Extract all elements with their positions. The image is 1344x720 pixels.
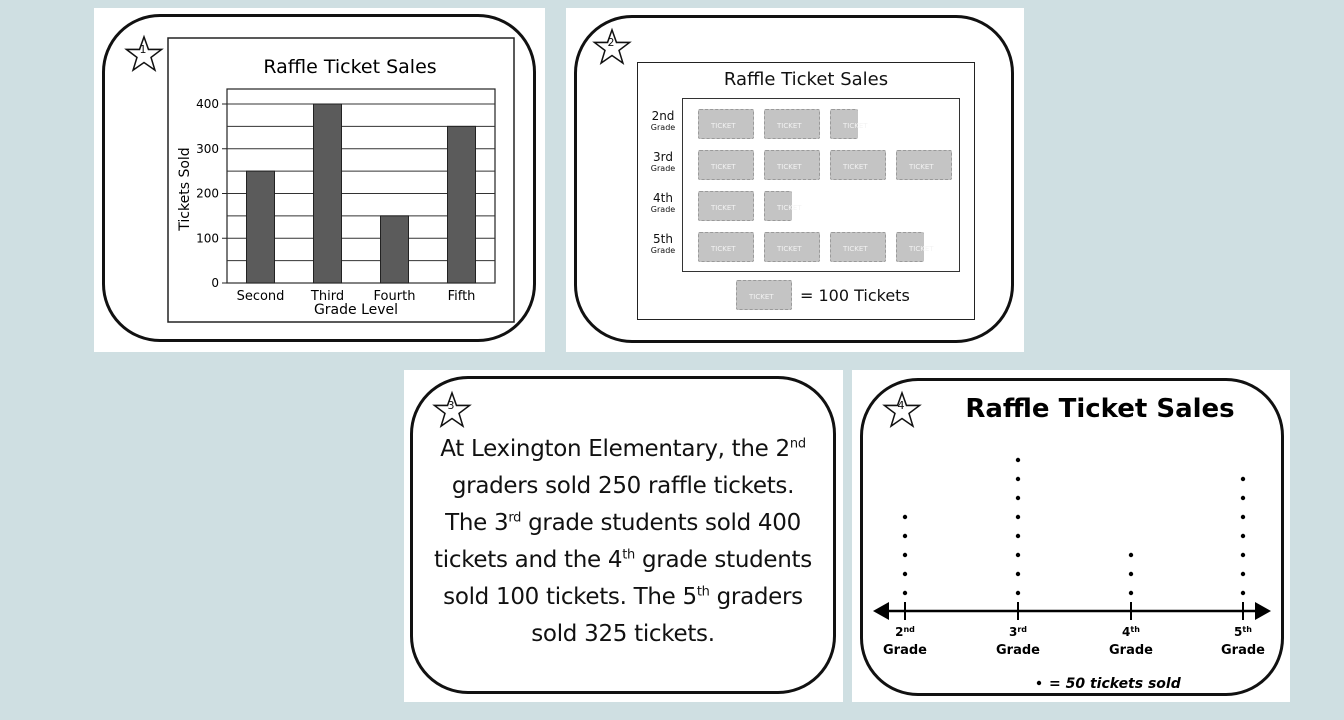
ticket-icon: TICKET (698, 191, 754, 221)
star-badge-icon (593, 28, 633, 68)
left-arrow-icon (873, 602, 889, 620)
badge-number: 3 (447, 399, 455, 412)
panel-pictograph (566, 8, 1024, 352)
key-label: = 100 Tickets (800, 286, 910, 305)
row-label (646, 193, 680, 215)
dot (1241, 553, 1245, 557)
story-line: tickets and the 4th grade students (434, 547, 812, 573)
ticket-icon: TICKET (698, 232, 754, 262)
ticket-icon: TICKET (698, 150, 754, 180)
row-label (646, 152, 680, 174)
row-label-text: Grade (650, 164, 676, 173)
ticket-icon: TICKET (736, 280, 792, 310)
bar (381, 216, 409, 283)
dot (1241, 534, 1245, 538)
ticket-icon: TICKET (764, 109, 820, 139)
dot (1129, 553, 1133, 557)
tick-label: 5th (1234, 625, 1252, 639)
chart-title: Raffle Ticket Sales (723, 69, 889, 90)
dot (1016, 553, 1020, 557)
bar (448, 126, 476, 283)
tick-label: 4th (1122, 625, 1140, 639)
pictograph-card (574, 15, 1014, 343)
bar-chart (167, 37, 517, 327)
bar-graph-card (102, 14, 536, 342)
tick-label: 3rd (1008, 625, 1028, 639)
x-tick-label: Second (236, 289, 285, 304)
ticket-icon: TICKET (830, 232, 886, 262)
row-label-text: Grade (650, 246, 676, 255)
row-label-text: Grade (650, 123, 676, 132)
row-label-text: Grade (650, 205, 676, 214)
pictograph-frame (637, 62, 975, 320)
right-arrow-icon (1255, 602, 1271, 620)
y-tick-label: 0 (211, 276, 219, 290)
badge-number: 4 (897, 399, 905, 412)
dot (1241, 572, 1245, 576)
dot (1241, 515, 1245, 519)
badge-number: 1 (139, 43, 147, 56)
dot (903, 515, 907, 519)
dot (1016, 572, 1020, 576)
pictograph-key (736, 279, 936, 311)
y-tick-label: 200 (196, 186, 219, 201)
row-label-grade: 3rd (653, 150, 673, 164)
y-tick-label: 300 (196, 141, 219, 156)
row-label (646, 111, 680, 133)
ticket-icon: TICKET (764, 232, 820, 262)
tick-label-grade: Grade (883, 643, 927, 658)
dot (1241, 591, 1245, 595)
story-line: graders sold 250 raffle tickets. (451, 473, 795, 499)
y-tick-label: 400 (196, 97, 219, 111)
story-line: sold 100 tickets. The 5th graders (443, 584, 803, 610)
x-tick-label: Fourth (373, 289, 416, 304)
tick-label-grade: Grade (1109, 643, 1153, 658)
chart-title: Raffle Ticket Sales (965, 394, 1235, 424)
row-label-grade: 4th (653, 191, 673, 205)
story-line: sold 325 tickets. (531, 621, 715, 647)
panel-word-problem (404, 370, 843, 702)
ticket-icon: TICKET (698, 109, 754, 139)
y-axis-label: Tickets Sold (177, 147, 193, 231)
dot (1129, 591, 1133, 595)
ticket-icon: TICKET (896, 150, 952, 180)
ticket-icon: TICKET (896, 232, 924, 262)
bar (314, 104, 342, 283)
dot (903, 591, 907, 595)
row-label (646, 234, 680, 256)
x-axis-label: Grade Level (313, 302, 399, 318)
star-badge-icon (433, 391, 473, 431)
story-line: The 3rd grade students sold 400 (445, 510, 801, 536)
dot (1016, 496, 1020, 500)
dot (1016, 534, 1020, 538)
badge-number: 2 (607, 36, 615, 49)
x-tick-label: Fifth (447, 289, 476, 304)
key-dot-icon (1037, 681, 1041, 685)
dot (1241, 477, 1245, 481)
chart-title: Raffle Ticket Sales (263, 56, 437, 78)
word-problem-card (410, 376, 836, 694)
dot (1016, 591, 1020, 595)
bar (247, 171, 275, 283)
dot (1129, 572, 1133, 576)
dot (1241, 496, 1245, 500)
ticket-icon: TICKET (764, 150, 820, 180)
y-tick-label: 100 (196, 231, 219, 246)
ticket-icon: TICKET (764, 191, 792, 221)
ticket-icon: TICKET (830, 150, 886, 180)
tick-label: 2nd (895, 625, 915, 639)
dot (903, 572, 907, 576)
line-plot-card (860, 378, 1284, 696)
word-problem-text (431, 431, 815, 653)
ticket-icon: TICKET (830, 109, 858, 139)
line-plot (863, 381, 1281, 693)
dot (1016, 458, 1020, 462)
row-label-grade: 2nd (651, 109, 675, 123)
dot (903, 553, 907, 557)
tick-label-grade: Grade (996, 643, 1040, 658)
story-line: At Lexington Elementary, the 2nd (440, 436, 806, 462)
x-tick-label: Third (310, 289, 345, 304)
dot (903, 534, 907, 538)
row-label-grade: 5th (653, 232, 673, 246)
panel-bar-graph (94, 8, 545, 352)
dot (1016, 477, 1020, 481)
dot (1016, 515, 1020, 519)
panel-line-plot (852, 370, 1290, 702)
key-label: = 50 tickets sold (1049, 676, 1181, 692)
tick-label-grade: Grade (1221, 643, 1265, 658)
star-badge-icon (125, 35, 165, 75)
